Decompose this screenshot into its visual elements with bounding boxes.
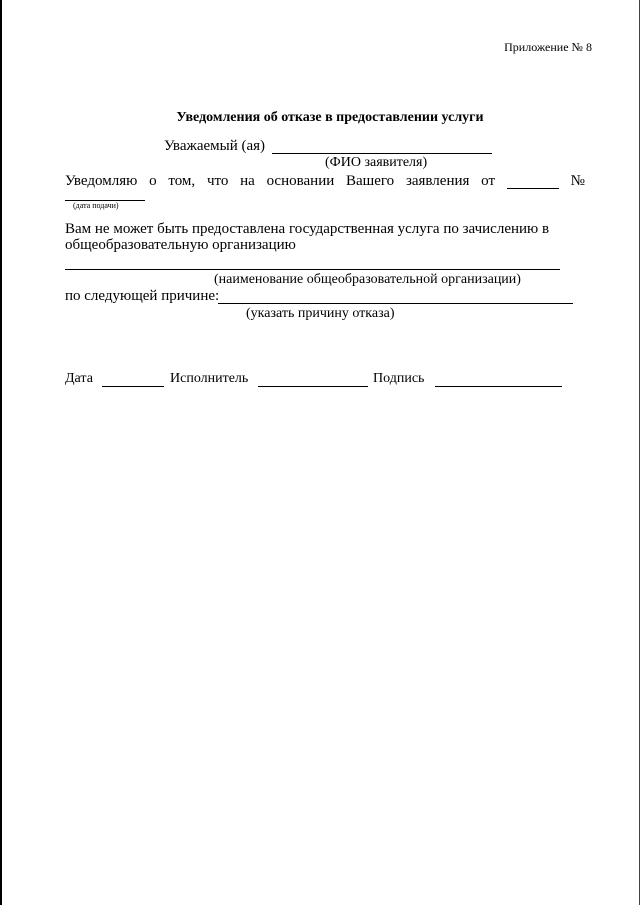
applicant-name-line (272, 153, 492, 154)
signature-line (435, 386, 562, 387)
notice-word: основании (266, 173, 335, 189)
org-name-line (65, 269, 560, 270)
number-sign: № (570, 173, 585, 189)
document-title: Уведомления об отказе в предоставлении услуги (176, 110, 484, 125)
notice-word: о (149, 173, 157, 189)
date-label: Дата (65, 371, 93, 386)
applicant-name-caption: (ФИО заявителя) (325, 155, 428, 170)
notice-word: заявления (405, 173, 470, 189)
notice-word: от (481, 173, 496, 189)
body-text-line-1: Вам не может быть предоставлена государственная услуга по зачислению в (65, 221, 550, 237)
executor-line (258, 386, 368, 387)
date-sign-line (102, 386, 164, 387)
reason-caption: (указать причину отказа) (246, 306, 395, 321)
notice-word: Уведомляю (65, 173, 138, 189)
signature-label: Подпись (373, 371, 425, 386)
scan-left-edge (0, 0, 2, 905)
executor-label: Исполнитель (170, 371, 249, 386)
notice-word: на (240, 173, 255, 189)
body-text-line-2: общеобразовательную организацию (65, 237, 296, 253)
reason-label: по следующей причине: (65, 288, 220, 304)
org-name-caption: (наименование общеобразовательной организации) (214, 272, 521, 287)
notice-line (65, 173, 585, 190)
notice-word: Вашего (346, 173, 395, 189)
date-blank (507, 173, 559, 189)
reason-line (218, 303, 573, 304)
notice-word: том, (168, 173, 196, 189)
date-caption: (дата подачи) (73, 201, 119, 210)
greeting-label: Уважаемый (ая) (164, 138, 266, 154)
appendix-label: Приложение № 8 (504, 40, 592, 54)
notice-word: что (206, 173, 229, 189)
